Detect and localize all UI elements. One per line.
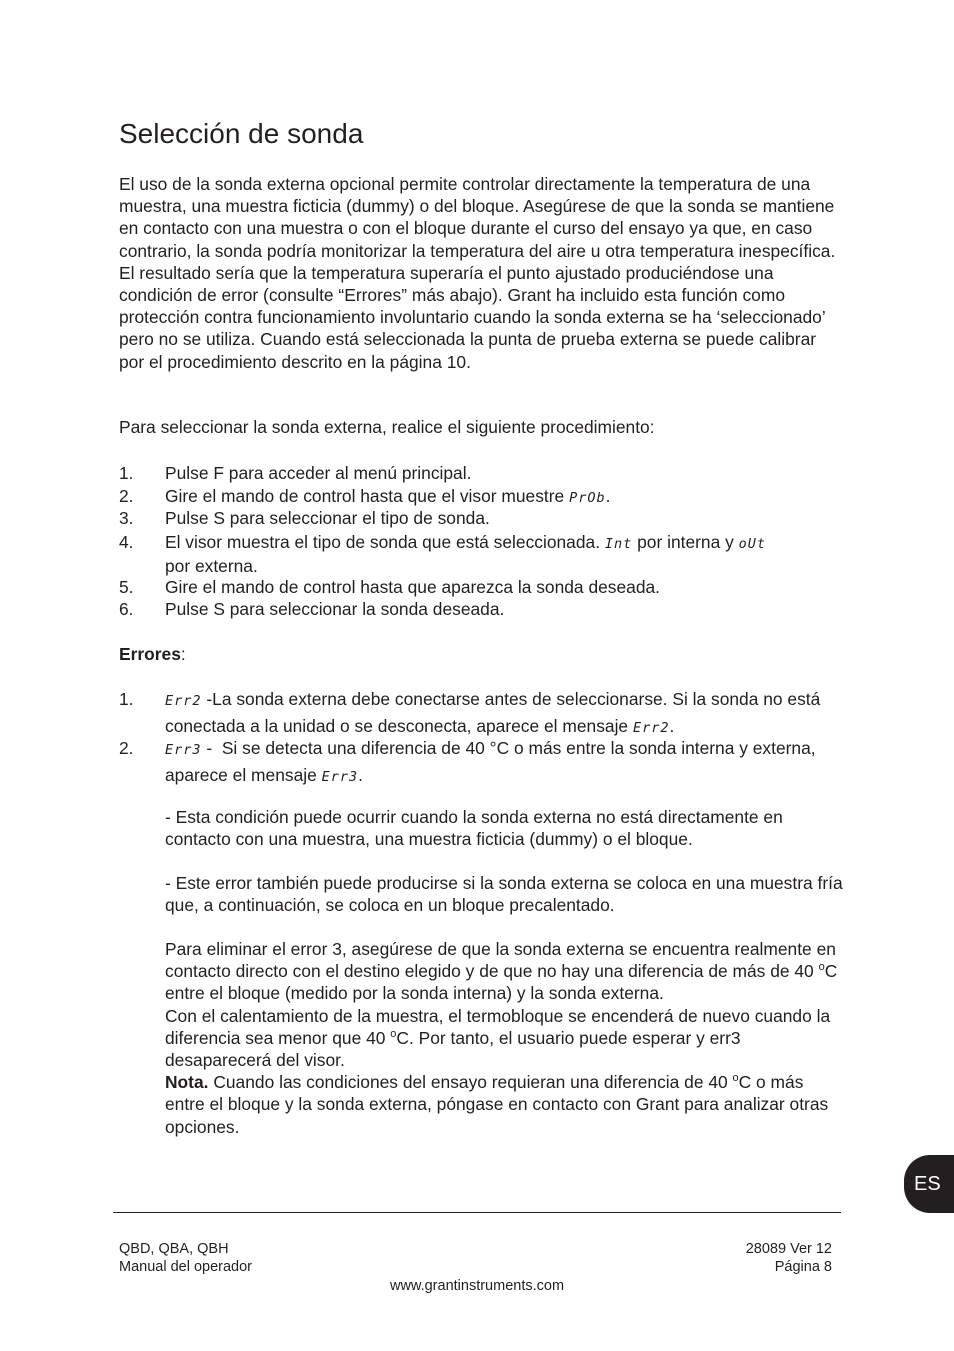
error-dash: - xyxy=(206,738,213,758)
error-text xyxy=(165,736,845,789)
error-code-err3: Err3 xyxy=(321,768,359,785)
display-code-int: Int xyxy=(604,536,633,552)
error-text-end: . xyxy=(669,715,675,736)
step-text-end: . xyxy=(605,486,611,506)
condition-note-1: - Esta condición puede ocurrir cuando la sonda externa no está directamente en contacto con una muestra, una muestra ficticia (dummy) o el bloque. xyxy=(165,807,783,850)
step-text: Gire el mando de control hasta que aparezca la sonda deseada. xyxy=(165,577,660,597)
intro-paragraph: El uso de la sonda externa opcional permite controlar directamente la temperatura de una muestra, una muestra ficticia (dummy) o del bloque. Asegúrese de que la sonda se mantiene en contacto con una muestra o con el bloque durante el curso del ensayo ya que, en caso contrario, la sonda podría monitorizar la temperatura del aire u otra temperatura inespecífica. El resultado sería que la temperatura superaría el punto ajustado produciéndose una condición de error (consulte “Errores” más abajo). Grant ha incluido esta función como protección contra funcionamiento involuntario cuando la sonda externa se ha ‘seleccionado’ pero no se utiliza. Cuando está seleccionada la punta de prueba externa se puede calibrar por el procedimiento descrito en la página 10. xyxy=(119,174,836,372)
degree-mark: o xyxy=(818,961,825,974)
heat-text-a: Con el calentamiento de la muestra, el termobloque se encenderá de nuevo cuando la diferencia sea menor que 40 xyxy=(165,1005,831,1048)
footer-website-link[interactable]: www.grantinstruments.com xyxy=(389,1278,565,1294)
error-number: 1. xyxy=(119,689,134,709)
error-dash: - xyxy=(206,689,213,709)
display-code-prob: PrOb xyxy=(569,490,606,506)
footer-manual: Manual del operador xyxy=(119,1259,253,1275)
fix-text-a: Para eliminar el error 3, asegúrese de que la sonda externa se encuentra realmente en contacto directo con el destino elegido y de que no hay una diferencia de más de 40 xyxy=(165,939,836,982)
error-text xyxy=(165,687,845,740)
note-label: Nota. xyxy=(165,1072,209,1093)
error-number: 2. xyxy=(119,738,134,758)
step-text: Pulse S para seleccionar la sonda deseada. xyxy=(165,599,505,619)
error-code-err2: Err2 xyxy=(165,693,202,709)
degree-mark: o xyxy=(390,1027,397,1040)
procedure-intro: Para seleccionar la sonda externa, realice el siguiente procedimiento: xyxy=(119,417,655,437)
step-number: 4. xyxy=(119,532,134,552)
error-description: La sonda externa debe conectarse antes de seleccionarse. Si la sonda no está conectada a la unidad o se desconecta, aparece el mensaje xyxy=(165,689,821,736)
step-text-end: por externa. xyxy=(165,556,258,577)
degree-mark: o xyxy=(732,1072,739,1085)
footer-divider xyxy=(113,1212,841,1213)
step-text-main: Gire el mando de control hasta que el visor muestre xyxy=(165,486,565,506)
footer-page-number: Página 8 xyxy=(774,1259,832,1275)
errors-heading-colon: : xyxy=(180,644,186,664)
error-code-err3: Err3 xyxy=(165,742,202,758)
note-text-b: C o más entre el bloque y la sonda externa, póngase en contacto con Grant para analizar otras opciones. xyxy=(165,1072,829,1137)
heat-text-b: C. Por tanto, el usuario puede esperar y err3 desaparecerá del visor. xyxy=(165,1027,741,1071)
step-text xyxy=(165,485,845,509)
step-text: Pulse S para seleccionar el tipo de sonda. xyxy=(165,508,490,528)
error-description: Si se detecta una diferencia de 40 °C o más entre la sonda interna y externa, aparece el mensaje xyxy=(165,738,816,785)
step-number: 3. xyxy=(119,508,134,528)
step-number: 2. xyxy=(119,486,134,506)
step-text xyxy=(165,531,845,577)
fix-text-b: C entre el bloque (medido por la sonda interna) y la sonda externa. xyxy=(165,961,838,1004)
step-number: 5. xyxy=(119,577,134,597)
condition-note-2: - Este error también puede producirse si la sonda externa se coloca en una muestra fría que, a continuación, se coloca en un bloque precalentado. xyxy=(165,873,843,916)
fix-instructions xyxy=(165,938,845,1138)
error-text-end: . xyxy=(358,764,363,785)
step-text-main: El visor muestra el tipo de sonda que está seleccionada. xyxy=(165,532,601,552)
step-text-mid: por interna y xyxy=(637,532,734,552)
note-text-a: Cuando las condiciones del ensayo requieran una diferencia de 40 xyxy=(213,1072,728,1093)
step-text: Pulse F para acceder al menú principal. xyxy=(165,463,472,483)
language-tab: ES xyxy=(904,1155,954,1213)
footer-models: QBD, QBA, QBH xyxy=(119,1241,229,1257)
error-code-err2: Err2 xyxy=(632,719,670,736)
step-number: 6. xyxy=(119,599,134,619)
step-number: 1. xyxy=(119,463,134,483)
errors-heading xyxy=(119,643,839,665)
page-title: Selección de sonda xyxy=(119,118,364,149)
footer-doc-version: 28089 Ver 12 xyxy=(745,1241,832,1257)
display-code-out: oUt xyxy=(738,536,767,552)
errors-heading-label: Errores xyxy=(119,644,181,664)
